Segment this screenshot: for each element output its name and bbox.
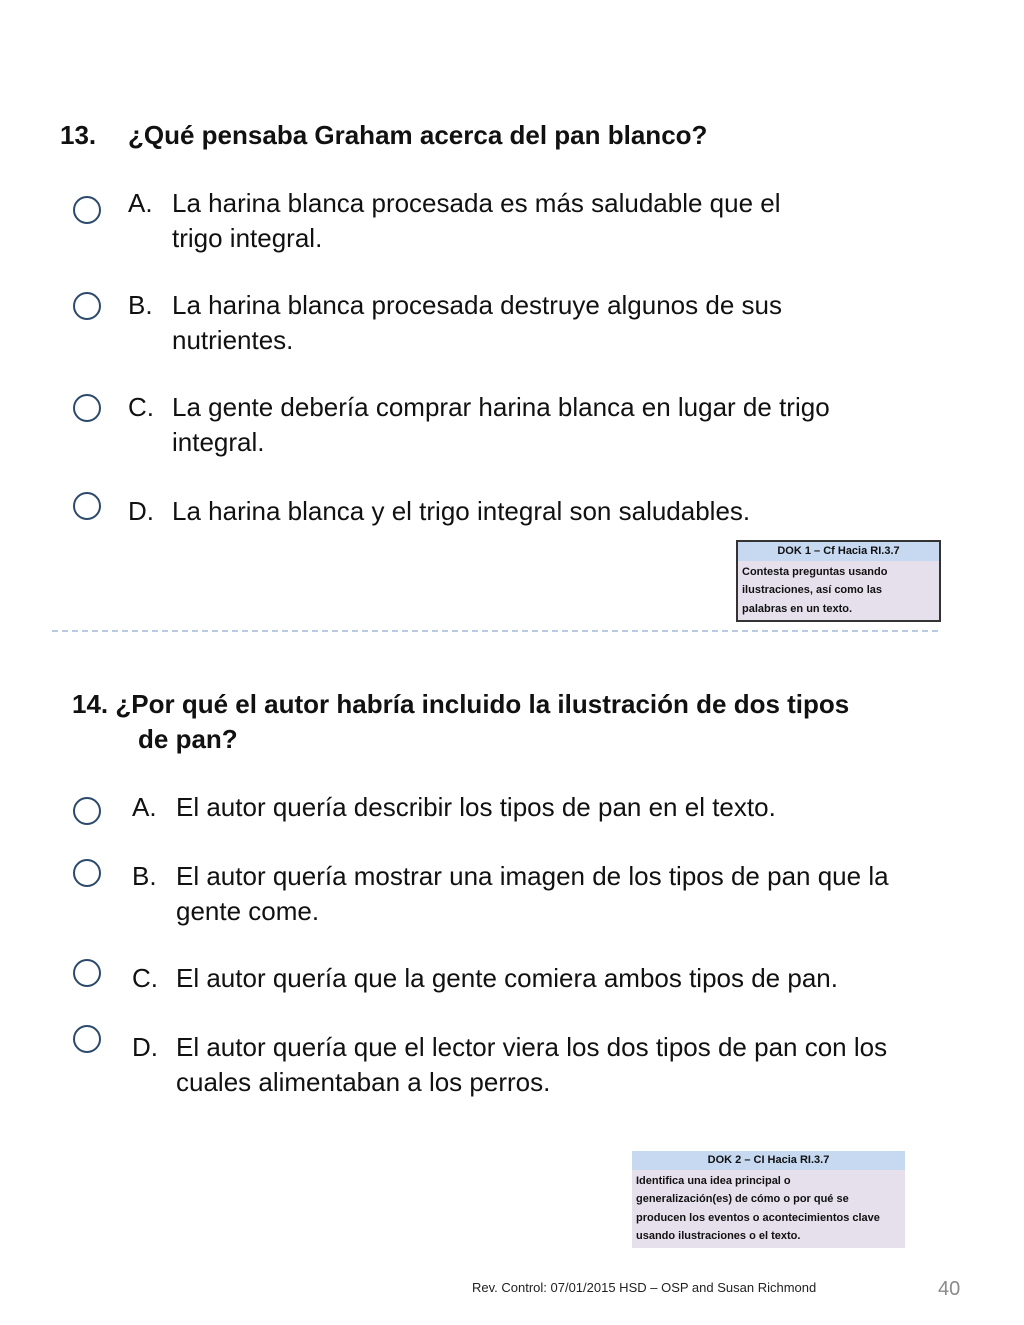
q14-option-c-radio[interactable] — [73, 959, 101, 987]
q13-number: 13. — [60, 120, 97, 150]
section-divider — [52, 630, 938, 632]
q14-option-b-line1: El autor quería mostrar una imagen de los tipos de pan que la — [176, 861, 889, 891]
q14-question-line2: de pan? — [138, 724, 238, 754]
q14-dok-line: usando ilustraciones o el texto. — [636, 1230, 801, 1242]
q13-option-d-letter: D. — [128, 496, 154, 526]
q14-option-d-line1: El autor quería que el lector viera los dos tipos de pan con los — [176, 1032, 888, 1062]
q13-option-a-line1: La harina blanca procesada es más saludable que el — [172, 188, 781, 218]
q14-option-b-line2: gente come. — [176, 896, 320, 926]
q13-option-a-line2: trigo integral. — [172, 223, 323, 253]
q13-dok-line: ilustraciones, así como las — [742, 584, 883, 596]
q13-dok-line: palabras en un texto. — [742, 602, 853, 615]
q13-option-b-letter: B. — [128, 290, 153, 320]
q13-option-c-line1: La gente debería comprar harina blanca en lugar de trigo — [172, 392, 830, 422]
q14-option-b-radio[interactable] — [73, 859, 101, 887]
q14-dok-box — [632, 1151, 905, 1248]
q13-option-b-radio[interactable] — [73, 292, 101, 320]
q14-title — [72, 687, 849, 757]
q13-dok-line: Contesta preguntas usando — [742, 565, 888, 578]
q14-dok-header: DOK 2 – CI Hacia RI.3.7 — [632, 1151, 905, 1170]
q14-dok-line: Identifica una idea principal o — [636, 1174, 791, 1187]
q14-dok-line: generalización(es) de cómo o por qué se — [636, 1193, 849, 1205]
q13-option-d-line1: La harina blanca y el trigo integral son saludables. — [172, 496, 751, 526]
q14-option-c-line1: El autor quería que la gente comiera ambos tipos de pan. — [176, 963, 838, 993]
q14-option-a-letter: A. — [132, 792, 157, 822]
q13-option-b-line1: La harina blanca procesada destruye algunos de sus — [172, 290, 782, 320]
q14-option-d-letter: D. — [132, 1032, 158, 1062]
q13-dok-header: DOK 1 – Cf Hacia RI.3.7 — [738, 542, 939, 561]
q13-option-c-radio[interactable] — [73, 394, 101, 422]
q13-dok-body — [738, 561, 939, 621]
q14-option-a-radio[interactable] — [73, 797, 101, 825]
q13-option-c-line2: integral. — [172, 427, 265, 457]
footer-revision: Rev. Control: 07/01/2015 HSD – OSP and Susan Richmond — [472, 1280, 817, 1295]
q13-option-b-line2: nutrientes. — [172, 325, 294, 355]
q13-question: ¿Qué pensaba Graham acerca del pan blanco? — [128, 120, 708, 150]
q14-option-b-letter: B. — [132, 861, 157, 891]
q14-dok-body — [632, 1170, 905, 1248]
q14-option-d-line2: cuales alimentaban a los perros. — [176, 1067, 551, 1097]
q14-option-a-line1: El autor quería describir los tipos de pan en el texto. — [176, 792, 776, 822]
q13-dok-box — [736, 540, 941, 622]
q13-option-c-letter: C. — [128, 392, 154, 422]
q14-dok-line: producen los eventos o acontecimientos clave — [636, 1211, 880, 1224]
q13-option-d-radio[interactable] — [73, 492, 101, 520]
q14-question-line1: 14. ¿Por qué el autor habría incluido la ilustración de dos tipos — [72, 689, 850, 719]
page-number: 40 — [938, 1278, 961, 1300]
q14-option-d-radio[interactable] — [73, 1025, 101, 1053]
q14-option-c-letter: C. — [132, 963, 158, 993]
q13-option-a-radio[interactable] — [73, 196, 101, 224]
q13-option-a-letter: A. — [128, 188, 153, 218]
